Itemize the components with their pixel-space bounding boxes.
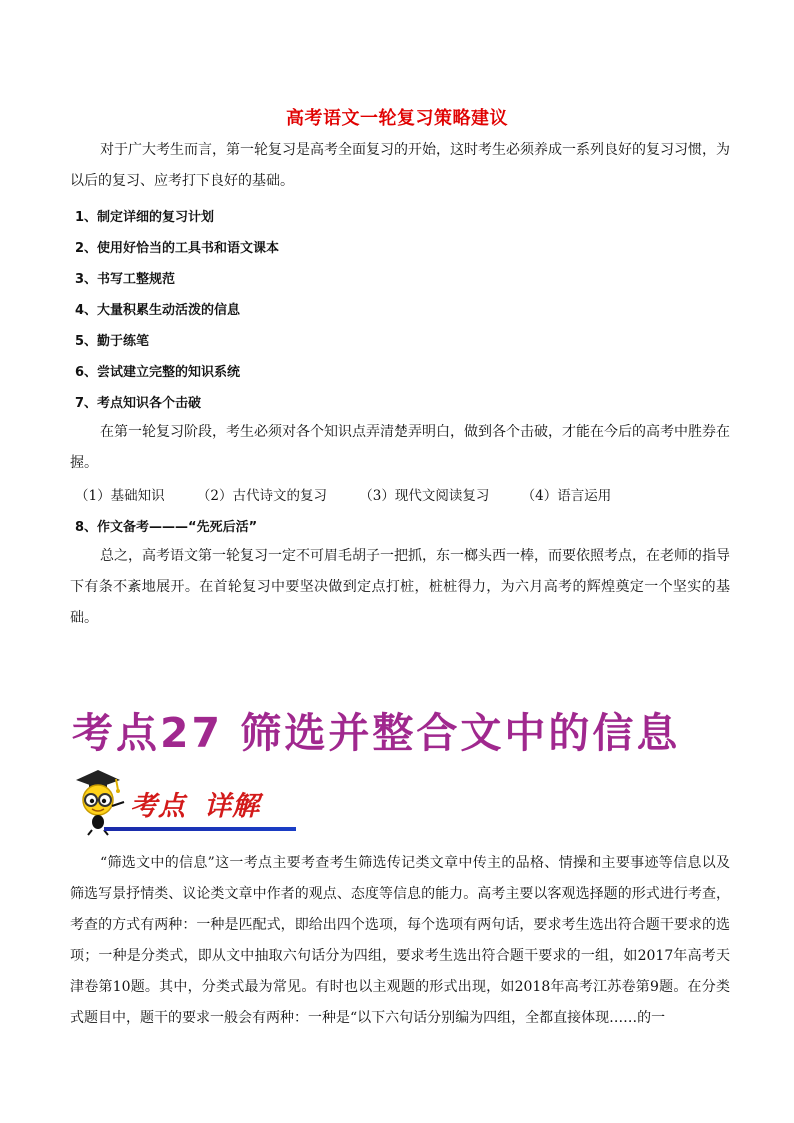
point-7-paragraph: 在第一轮复习阶段，考生必须对各个知识点弄清楚弄明白，做到各个击破，才能在今后的高考中胜券在握。 (70, 424, 730, 471)
document-title: 高考语文一轮复习策略建议 (286, 108, 508, 129)
intro-paragraph: 对于广大考生而言，第一轮复习是高考全面复习的开始，这时考生必须养成一系列良好的复习习惯，为以后的复习、应考打下良好的基础。 (70, 142, 730, 189)
banner-title (130, 784, 260, 823)
sub-item: （1）基础知识 (75, 488, 165, 504)
summary-paragraph: 总之，高考语文第一轮复习一定不可眉毛胡子一把抓，东一榔头西一棒，而要依照考点，在老师的指导下有条不紊地展开。在首轮复习中要坚决做到定点打桩，桩桩得力，为六月高考的辉煌奠定一个坚实的基础。 (70, 548, 730, 626)
detail-paragraph: “筛选文中的信息”这一考点主要考查考生筛选传记类文章中传主的品格、情操和主要事迹等信息以及筛选写景抒情类、议论类文章中作者的观点、态度等信息的能力。高考主要以客观选择题的形式进行考查，考查的方式有两种：一种是匹配式，即给出四个选项，每个选项有两句话，要求考生选出符合题干要求的选项；一种是分类式，即从文中抽取六句话分为四组，要求考生选出符合题干要求的一组，如2017年高考天津卷第10题。其中，分类式最为常见。有时也以主观题的形式出现，如2018年高考江苏卷第9题。在分类式题目中，题干的要求一般会有两种：一种是“以下六句话分别编为四组，全都直接体现……的一 (70, 855, 730, 1026)
point-8: 8、作文备考———“先死后活” (75, 520, 258, 535)
section-heading: 考点27 筛选并整合文中的信息 (72, 709, 681, 757)
point-3: 3、书写工整规范 (75, 272, 176, 287)
sub-item: （4）语言运用 (521, 488, 612, 504)
point-6: 6、尝试建立完整的知识系统 (75, 365, 241, 380)
point-1: 1、制定详细的复习计划 (75, 210, 215, 225)
sub-item: （3）现代文阅读复习 (359, 488, 490, 504)
point-7: 7、考点知识各个击破 (75, 396, 202, 411)
banner-word: 考点 (130, 791, 186, 822)
sub-item-list (75, 484, 639, 504)
point-5: 5、勤于练笔 (75, 334, 150, 349)
sub-item: （2）古代诗文的复习 (196, 488, 327, 504)
point-2: 2、使用好恰当的工具书和语文课本 (75, 241, 280, 256)
banner-word: 详解 (204, 791, 260, 822)
point-4: 4、大量积累生动活泼的信息 (75, 303, 241, 318)
banner-underline (104, 827, 296, 831)
